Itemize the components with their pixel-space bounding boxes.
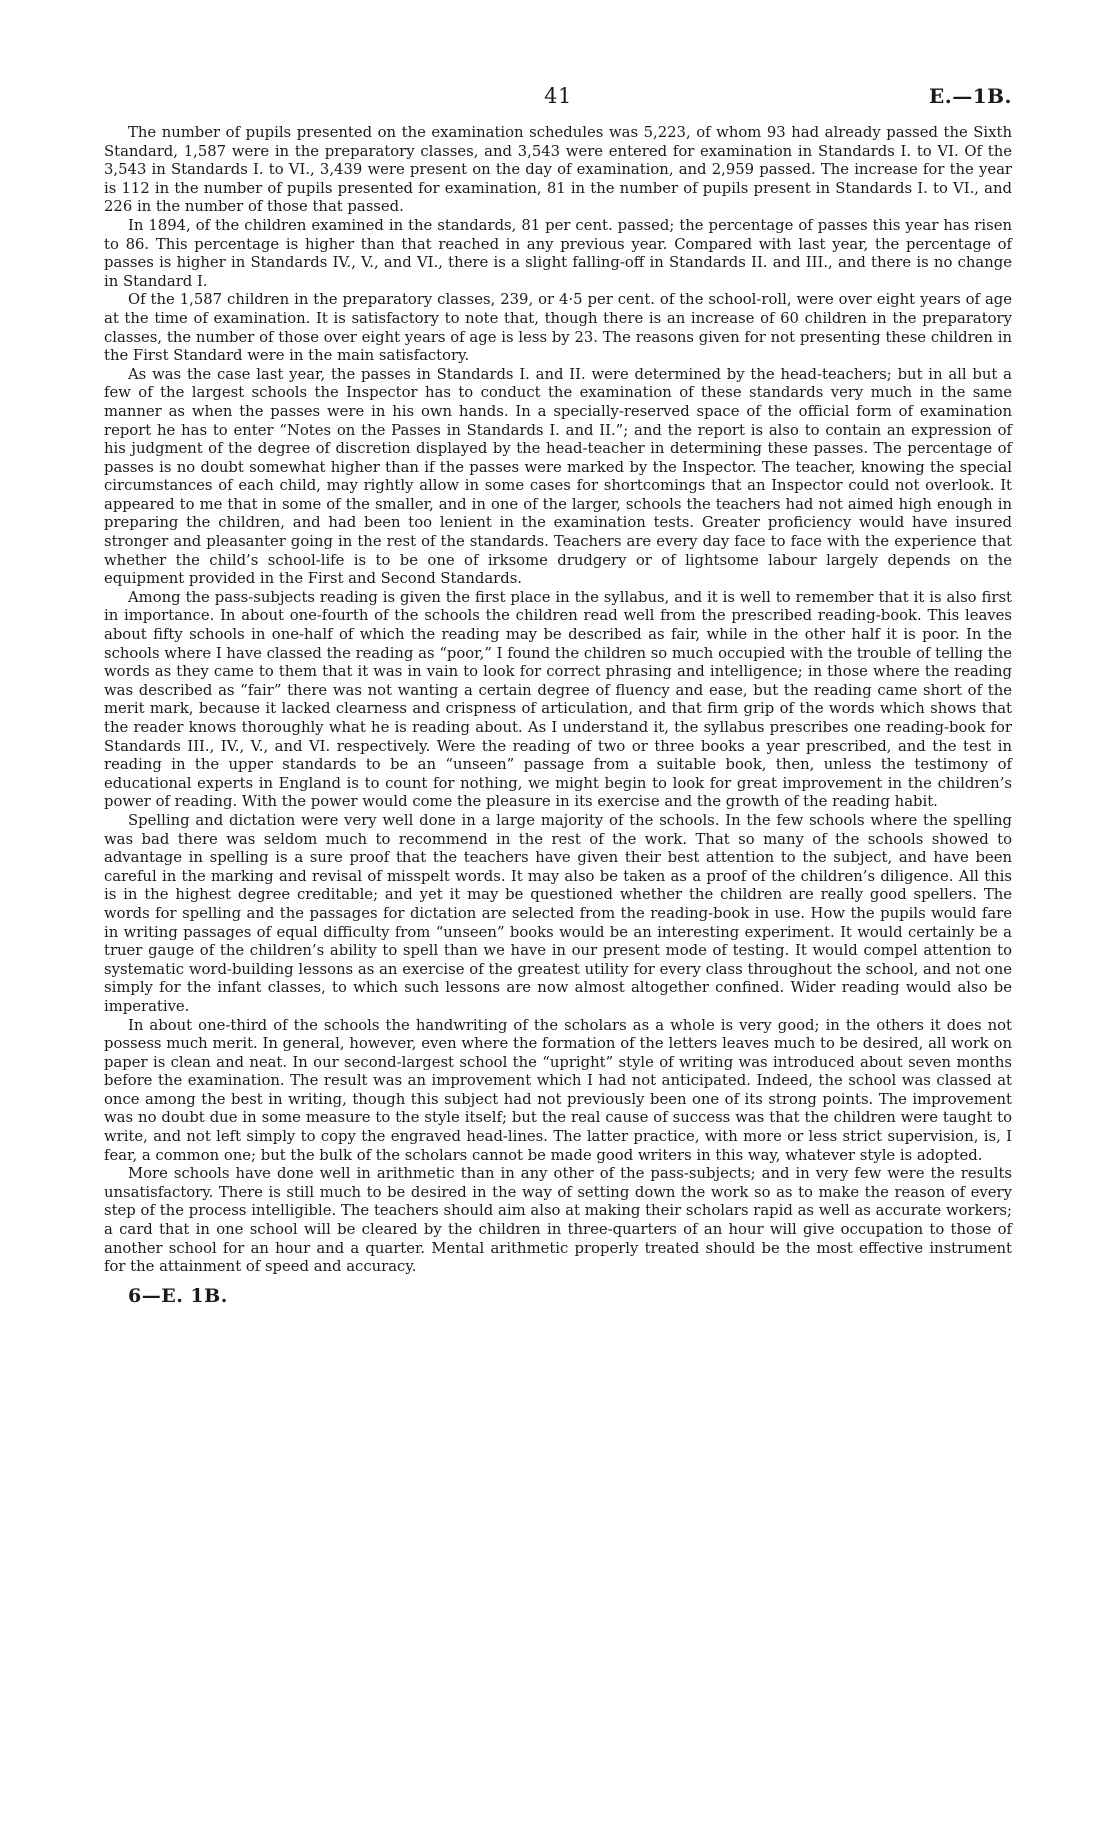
- document-page: [104, 84, 1012, 1307]
- paragraph-preparatory-classes: Of the 1,587 children in the preparatory classes, 239, or 4·5 per cent. of the school-roll, were over eight years of age at the time of examination. It is satisfactory to note that, though there is an increase of 60 children in the preparatory classes, the number of those over eight years of age is less by 23. The reasons given for not presenting these children in the First Standard were in the main satisfactory.: [104, 291, 1012, 365]
- paragraph-reading: Among the pass-subjects reading is given the first place in the syllabus, and it is well to remember that it is also first in importance. In about one-fourth of the schools the children read well from the prescribed reading-book. This leaves about fifty schools in one-half of which the reading may be described as fair, while in the other half it is poor. In the schools where I have classed the reading as “poor,” I found the children so much occupied with the trouble of telling the words as they came to them that it was in vain to look for correct phrasing and intelligence; in those where the reading was described as “fair” there was not wanting a certain degree of fluency and ease, but the reading came short of the merit mark, because it lacked clearness and crispness of articulation, and that firm grip of the words which shows that the reader knows thoroughly what he is reading about. As I understand it, the syllabus prescribes one reading-book for Standards III., IV., V., and VI. respectively. Were the reading of two or three books a year prescribed, and the test in reading in the upper standards to be an “unseen” passage from a suitable book, then, unless the testimony of educational experts in England is to count for nothing, we might begin to look for great improvement in the children’s power of reading. With the power would come the pleasure in its exercise and the growth of the reading habit.: [104, 588, 1012, 811]
- paragraph-arithmetic: More schools have done well in arithmetic than in any other of the pass-subjects; and in very few were the results unsatisfactory. There is still much to be desired in the way of setting down the work so as to make the reason of every step of the process intelligible. The teachers should aim also at making their scholars rapid as well as accurate workers; a card that in one school will be cleared by the children in three-quarters of an hour will give occupation to those of another school for an hour and a quarter. Mental arithmetic properly treated should be the most effective instrument for the attainment of speed and accuracy.: [104, 1165, 1012, 1276]
- signature-mark: 6—E. 1B.: [128, 1284, 228, 1307]
- document-reference: E.—1B.: [929, 84, 1012, 108]
- paragraph-spelling-dictation: Spelling and dictation were very well done in a large majority of the schools. In the few schools where the spelling was bad there was seldom much to recommend in the rest of the work. That so many of the schools showed to advantage in spelling is a sure proof that the teachers have given their best attention to the subject, and have been careful in the marking and revisal of misspelt words. It may also be taken as a proof of the children’s diligence. All this is in the highest degree creditable; and yet it may be questioned whether the children are really good spellers. The words for spelling and the passages for dictation are selected from the reading-book in use. How the pupils would fare in writing passages of equal difficulty from “unseen” books would be an interesting experiment. It would certainly be a truer gauge of the children’s ability to spell than we have in our present mode of testing. It would compel attention to systematic word-building lessons as an exercise of the greatest utility for every class throughout the school, and not one simply for the infant classes, to which such lessons are now almost altogether confined. Wider reading would also be imperative.: [104, 811, 1012, 1015]
- paragraph-handwriting: In about one-third of the schools the handwriting of the scholars as a whole is very good; in the others it does not possess much merit. In general, however, even where the formation of the letters leaves much to be desired, all work on paper is clean and neat. In our second-largest school the “upright” style of writing was introduced about seven months before the examination. The result was an improvement which I had not anticipated. Indeed, the school was classed at once among the best in writing, though this subject had not previously been one of its strong points. The improvement was no doubt due in some measure to the style itself; but the real cause of success was that the children were taught to write, and not left simply to copy the engraved head-lines. The latter practice, with more or less strict supervision, is, I fear, a common one; but the bulk of the scholars cannot be made good writers in this way, whatever style is adopted.: [104, 1016, 1012, 1164]
- paragraph-examination-numbers: The number of pupils presented on the examination schedules was 5,223, of whom 93 had already passed the Sixth Standard, 1,587 were in the preparatory classes, and 3,543 were entered for examination in Standards I. to VI. Of the 3,543 in Standards I. to VI., 3,439 were present on the day of examination, and 2,959 passed. The increase for the year is 112 in the number of pupils presented for examination, 81 in the number of pupils present in Standards I. to VI., and 226 in the number of those that passed.: [104, 124, 1012, 216]
- paragraph-pass-percentage: In 1894, of the children examined in the standards, 81 per cent. passed; the percentage of passes this year has risen to 86. This percentage is higher than that reached in any previous year. Compared with last year, the percentage of passes is higher in Standards IV., V., and VI., there is a slight falling-off in Standards II. and III., and there is no change in Standard I.: [104, 216, 1012, 290]
- body-text: [104, 124, 1012, 1277]
- page-header: [104, 84, 1012, 120]
- paragraph-head-teacher-passes: As was the case last year, the passes in Standards I. and II. were determined by the head-teachers; but in all but a few of the largest schools the Inspector has to conduct the examination of these standards very much in the same manner as when the passes were in his own hands. In a specially-reserved space of the official form of examination report he has to enter “Notes on the Passes in Standards I. and II.”; and the report is also to contain an expression of his judgment of the degree of discretion displayed by the head-teacher in determining these passes. The percentage of passes is no doubt somewhat higher than if the passes were marked by the Inspector. The teacher, knowing the special circumstances of each child, may rightly allow in some cases for shortcomings that an Inspector could not overlook. It appeared to me that in some of the smaller, and in one of the larger, schools the teachers had not aimed high enough in preparing the children, and had been too lenient in the examination tests. Greater proficiency would have insured stronger and pleasanter going in the rest of the standards. Teachers are every day face to face with the experience that whether the child’s school-life is to be one of irksome drudgery or of lightsome labour largely depends on the equipment provided in the First and Second Standards.: [104, 365, 1012, 588]
- page-number: 41: [544, 84, 572, 108]
